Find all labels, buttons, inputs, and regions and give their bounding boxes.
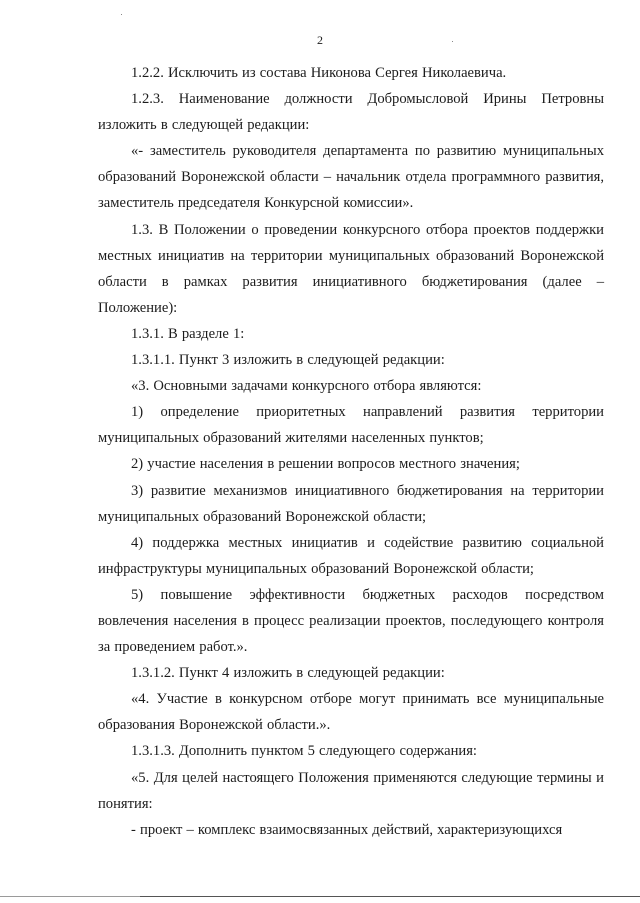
paragraph-1-3-1: 1.3.1. В разделе 1: — [131, 325, 245, 342]
list-item-4: 4) поддержка местных инициатив и содействие развитию социальной инфраструктуры муниципальных образований Воронежской области; — [98, 534, 604, 577]
paragraph-term-project: - проект – комплекс взаимосвязанных действий, характеризующихся — [131, 821, 563, 838]
paragraph-quote-4: «4. Участие в конкурсном отборе могут принимать все муниципальные образования Воронежской области.». — [98, 691, 604, 734]
paragraph-1-3-1-2: 1.3.1.2. Пункт 4 изложить в следующей редакции: — [131, 665, 445, 682]
page-number: 2 — [317, 33, 323, 47]
list-item-5: 5) повышение эффективности бюджетных расходов посредством вовлечения населения в процесс реализации проектов, последующего контроля за проведением работ.». — [98, 586, 604, 656]
paragraph-1-3-1-1: 1.3.1.1. Пункт 3 изложить в следующей редакции: — [131, 352, 445, 369]
paragraph-quote-deputy: «- заместитель руководителя департамента по развитию муниципальных образований Воронежской области – начальник отдела программного развития, заместитель председателя Конкурсной комиссии». — [98, 143, 604, 212]
paragraph-1-3: 1.3. В Положении о проведении конкурсного отбора проектов поддержки местных инициатив на территории муниципальных образований Воронежской области в рамках развития инициативного бюджетирования (далее – Положение): — [98, 221, 604, 316]
scan-edge-line-dark — [140, 896, 640, 897]
list-item-3: 3) развитие механизмов инициативного бюджетирования на территории муниципальных образований Воронежской области; — [98, 482, 604, 525]
paragraph-1-3-1-3: 1.3.1.3. Дополнить пунктом 5 следующего содержания: — [131, 743, 477, 760]
paragraph-quote-3: «3. Основными задачами конкурсного отбора являются: — [131, 378, 482, 395]
paragraph-1-2-3: 1.2.3. Наименование должности Добромысловой Ирины Петровны изложить в следующей редакции: — [98, 91, 604, 134]
paragraph-1-2-2: 1.2.2. Исключить из состава Никонова Сергея Николаевича. — [131, 65, 507, 81]
paragraph-quote-5: «5. Для целей настоящего Положения применяются следующие термины и понятия: — [98, 769, 604, 812]
list-item-2: 2) участие населения в решении вопросов местного значения; — [131, 456, 520, 473]
scan-speck — [121, 14, 122, 15]
list-item-1: 1) определение приоритетных направлений развития территории муниципальных образований жителями населенных пунктов; — [98, 404, 604, 447]
document-body — [98, 60, 604, 843]
